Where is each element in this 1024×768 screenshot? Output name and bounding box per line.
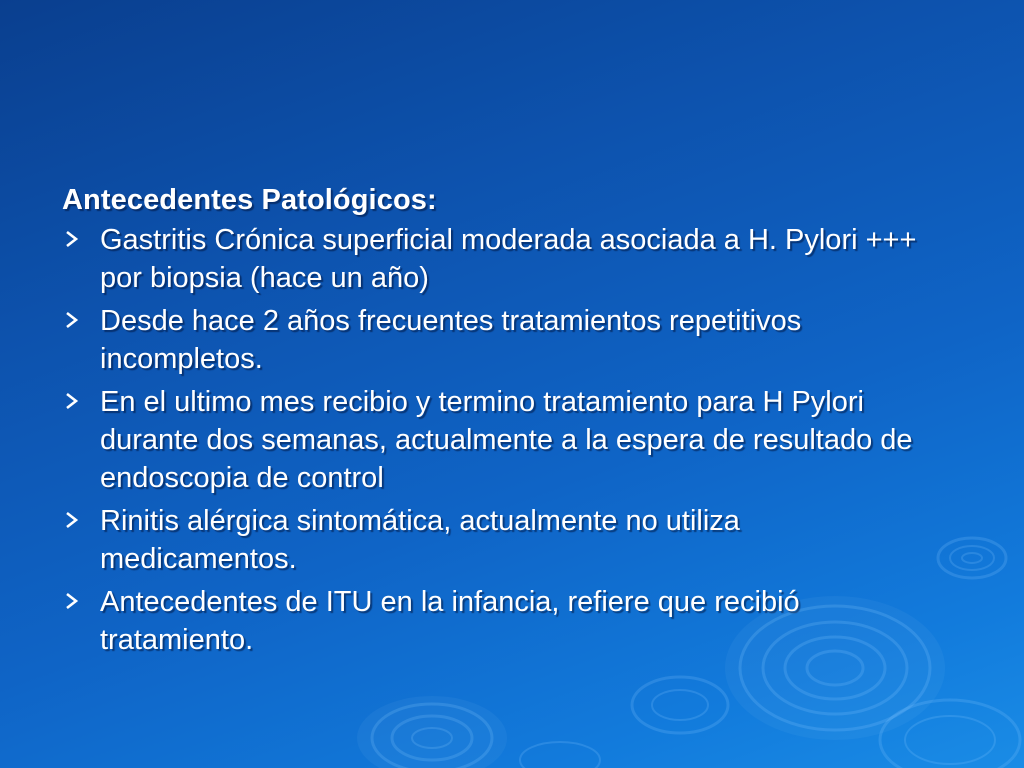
chevron-arrow-icon <box>62 229 82 249</box>
chevron-arrow-icon <box>62 591 82 611</box>
bullet-item <box>62 383 942 497</box>
bullet-item <box>62 583 942 659</box>
bullet-text: Gastritis Crónica superficial moderada asociada a H. Pylori +++ por biopsia (hace un año) <box>100 224 917 294</box>
bullet-item <box>62 221 942 297</box>
bullet-text: Desde hace 2 años frecuentes tratamientos repetitivos incompletos. <box>100 305 802 375</box>
chevron-arrow-icon <box>62 391 82 411</box>
bullet-item <box>62 502 942 578</box>
chevron-arrow-icon <box>62 310 82 330</box>
bullet-item <box>62 302 942 378</box>
chevron-arrow-icon <box>62 510 82 530</box>
bullet-text: Antecedentes de ITU en la infancia, refiere que recibió tratamiento. <box>100 586 800 656</box>
slide-heading: Antecedentes Patológicos: <box>62 184 437 216</box>
bullet-list <box>62 221 962 659</box>
bullet-text: Rinitis alérgica sintomática, actualmente no utiliza medicamentos. <box>100 505 740 575</box>
slide-content <box>62 181 962 664</box>
bullet-text: En el ultimo mes recibio y termino tratamiento para H Pylori durante dos semanas, actualmente a la espera de resultado de endoscopia de control <box>100 386 913 494</box>
